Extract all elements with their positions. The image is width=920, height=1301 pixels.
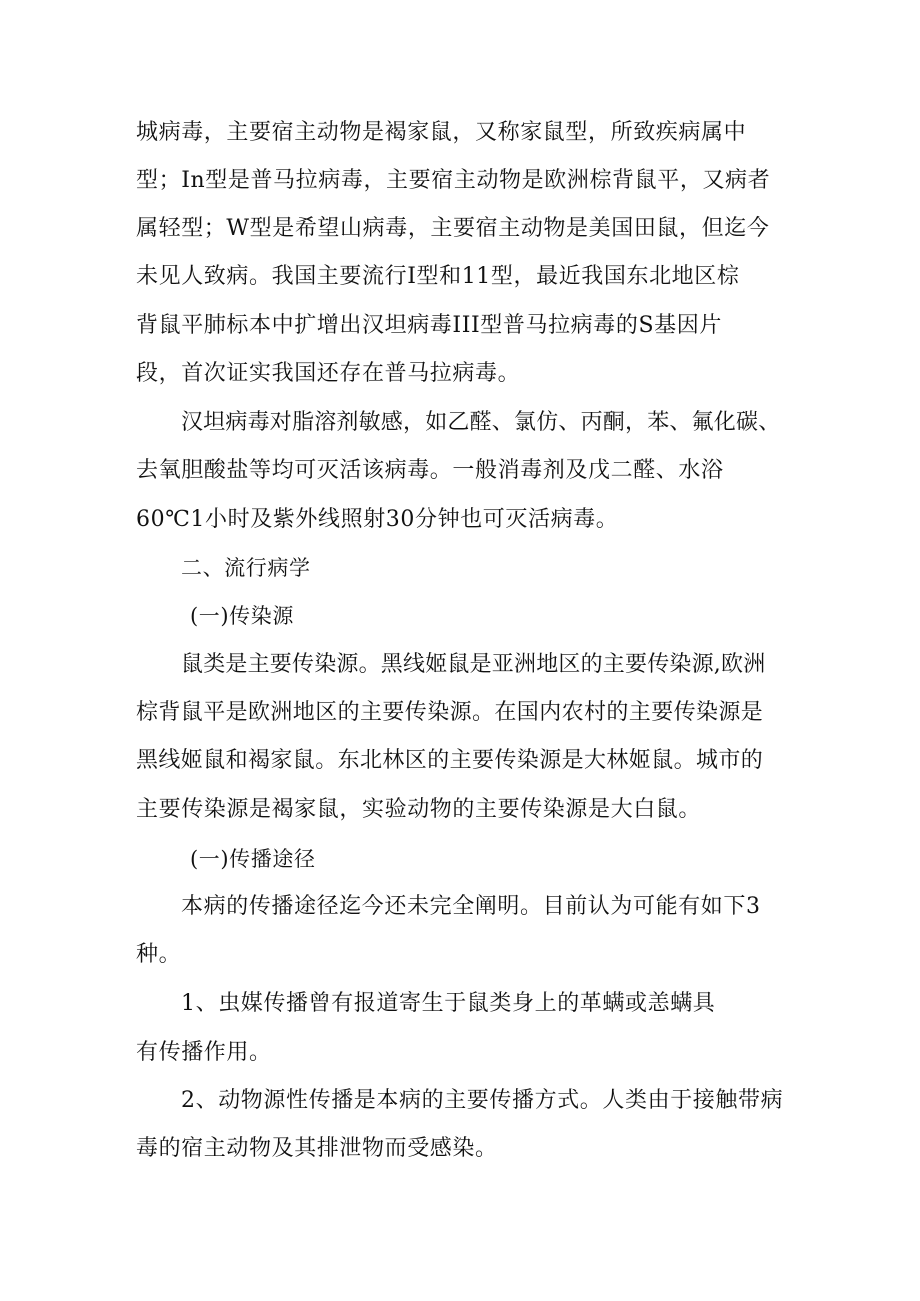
paragraph-line: 属轻型；W型是希望山病毒，主要宿主动物是美国田鼠，但迄今 — [136, 216, 770, 241]
list-item-line: 1、虫媒传播曾有报道寄生于鼠类身上的革螨或恙螨具 — [181, 991, 716, 1016]
paragraph-line: 棕背鼠平是欧洲地区的主要传染源。在国内农村的主要传染源是 — [136, 700, 764, 725]
paragraph-line: 去氧胆酸盐等均可灭活该病毒。一般消毒剂及戊二醛、水浴 — [136, 458, 724, 483]
list-item-line: 毒的宿主动物及其排泄物而受感染。 — [136, 1136, 498, 1161]
subsection-heading: (一)传染源 — [190, 604, 294, 628]
paragraph-line: 种。 — [136, 942, 182, 967]
paragraph-line: 鼠类是主要传染源。黑线姬鼠是亚洲地区的主要传染源,欧洲 — [181, 652, 766, 677]
paragraph-line: 段，首次证实我国还存在普马拉病毒。 — [136, 361, 521, 386]
paragraph-line: 60℃1小时及紫外线照射30分钟也可灭活病毒。 — [136, 507, 619, 532]
list-item-line: 2、动物源性传播是本病的主要传播方式。人类由于接触带病 — [181, 1088, 784, 1113]
paragraph-line: 黑线姬鼠和褐家鼠。东北林区的主要传染源是大林姬鼠。城市的 — [136, 748, 764, 773]
paragraph-line: 本病的传播途径迄今还未完全阐明。目前认为可能有如下3 — [181, 894, 761, 919]
list-item-line: 有传播作用。 — [136, 1040, 272, 1065]
section-heading: 二、流行病学 — [181, 556, 311, 580]
subsection-heading: (一)传播途径 — [190, 847, 316, 871]
paragraph-line: 背鼠平肺标本中扩增出汉坦病毒III型普马拉病毒的S基因片 — [136, 313, 722, 338]
paragraph-line: 主要传染源是褐家鼠，实验动物的主要传染源是大白鼠。 — [136, 797, 702, 822]
paragraph-line: 城病毒，主要宿主动物是褐家鼠，又称家鼠型，所致疾病属中 — [136, 120, 747, 145]
paragraph-line: 未见人致病。我国主要流行Ⅰ型和11型，最近我国东北地区棕 — [136, 264, 740, 289]
paragraph-line: 型；In型是普马拉病毒，主要宿主动物是欧洲棕背鼠平，又病者 — [136, 168, 771, 193]
paragraph-line: 汉坦病毒对脂溶剂敏感，如乙醛、氯仿、丙酮，苯、氟化碳、 — [181, 410, 781, 435]
